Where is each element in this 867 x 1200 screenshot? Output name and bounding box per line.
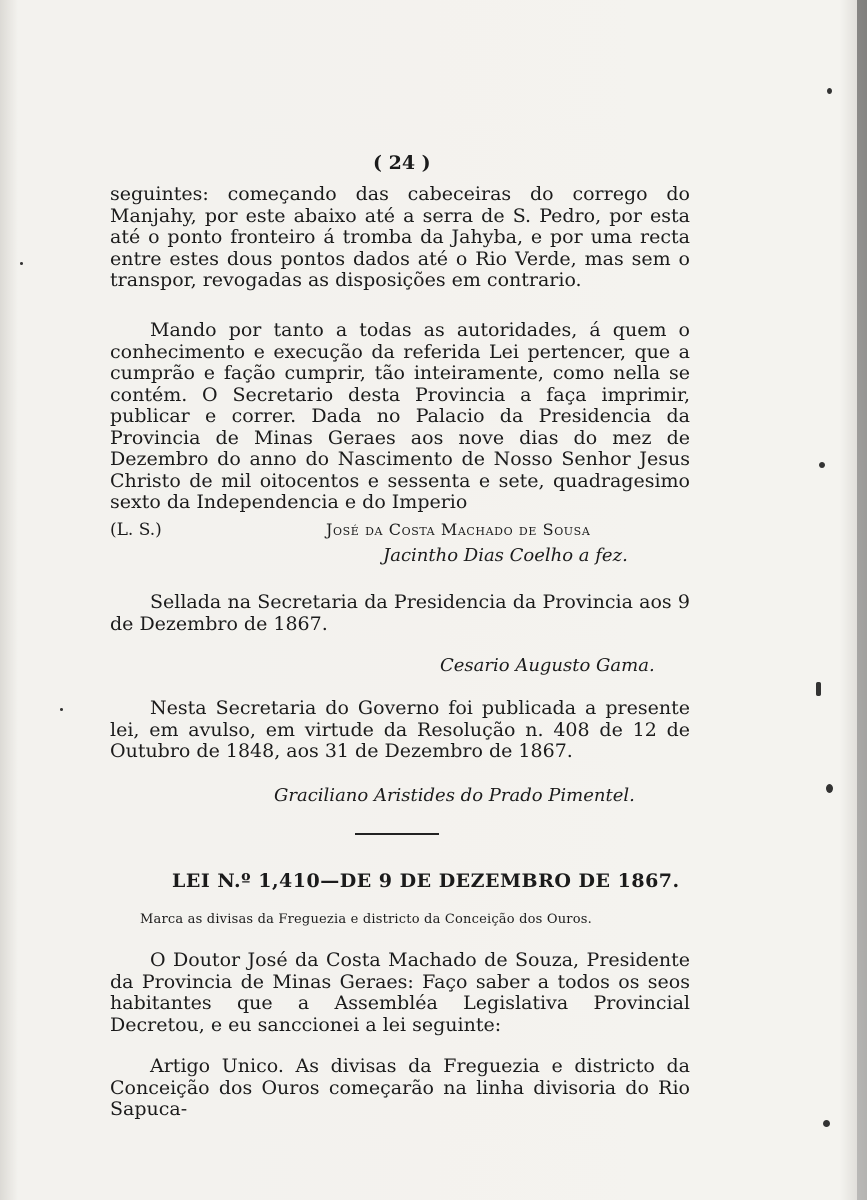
scan-speck (826, 784, 833, 793)
law-article (110, 1056, 690, 1121)
section-divider (355, 833, 439, 835)
paragraph-text: O Doutor José da Costa Machado de Souza, Presidente da Provincia de Minas Geraes: Faço saber a todos os seos habitantes que a Assembléa Legislativa Provincial Decretou, e eu sanccionei a lei seguinte: (110, 949, 690, 1036)
paragraph-continuation (110, 184, 690, 292)
paragraph-text: Sellada na Secretaria da Presidencia da Provincia aos 9 de Dezembro de 1867. (110, 591, 690, 635)
law-title: LEI N.º 1,410—DE 9 DE DEZEMBRO DE 1867. (172, 870, 680, 892)
scan-speck (816, 682, 821, 696)
paragraph-sealed (110, 592, 690, 635)
scan-speck (823, 1120, 830, 1127)
seal-mark: (L. S.) (110, 520, 162, 540)
paragraph-published (110, 698, 690, 763)
signer-name: José da Costa Machado de Sousa (326, 520, 591, 539)
sealed-signer: Cesario Augusto Gama. (440, 655, 655, 676)
paragraph-text: seguintes: começando das cabeceiras do corrego do Manjahy, por este abaixo até a serra de S. Pedro, por esta até o ponto fronteiro á tromba da Jahyba, e por uma recta entre estes dous pontos dados até o Rio Verde, mas sem o transpor, revogadas as disposições em contrario. (110, 183, 690, 291)
paragraph-mandate (110, 320, 690, 514)
scan-speck (827, 88, 832, 94)
paragraph-text: Artigo Unico. As divisas da Freguezia e districto da Conceição dos Ouros começarão na linha divisoria do Rio Sapuca- (110, 1055, 690, 1120)
law-subtitle: Marca as divisas da Freguezia e districto da Conceição dos Ouros. (140, 912, 592, 927)
paragraph-text: Mando por tanto a todas as autoridades, á quem o conhecimento e execução da referida Lei pertencer, que a cumprão e fação cumprir, tão inteiramente, como nella se contém. O Secretario desta Provincia a faça imprimir, publicar e correr. Dada no Palacio da Presidencia da Provincia de Minas Geraes aos nove dias do mez de Dezembro do anno do Nascimento de Nosso Senhor Jesus Christo de mil oitocentos e sessenta e sete, quadragesimo sexto da Independencia e do Imperio (110, 319, 690, 513)
published-signer: Graciliano Aristides do Prado Pimentel. (274, 785, 635, 806)
clerk-line: Jacintho Dias Coelho a fez. (383, 545, 628, 566)
page-number: ( 24 ) (373, 152, 431, 174)
paragraph-text: Nesta Secretaria do Governo foi publicada a presente lei, em avulso, em virtude da Resolução n. 408 de 12 de Outubro de 1848, aos 31 de Dezembro de 1867. (110, 697, 690, 762)
scan-speck (20, 262, 23, 265)
scan-speck (819, 462, 825, 468)
page-edge-shadow (857, 0, 867, 1200)
scan-speck (60, 708, 63, 711)
law-preamble (110, 950, 690, 1036)
